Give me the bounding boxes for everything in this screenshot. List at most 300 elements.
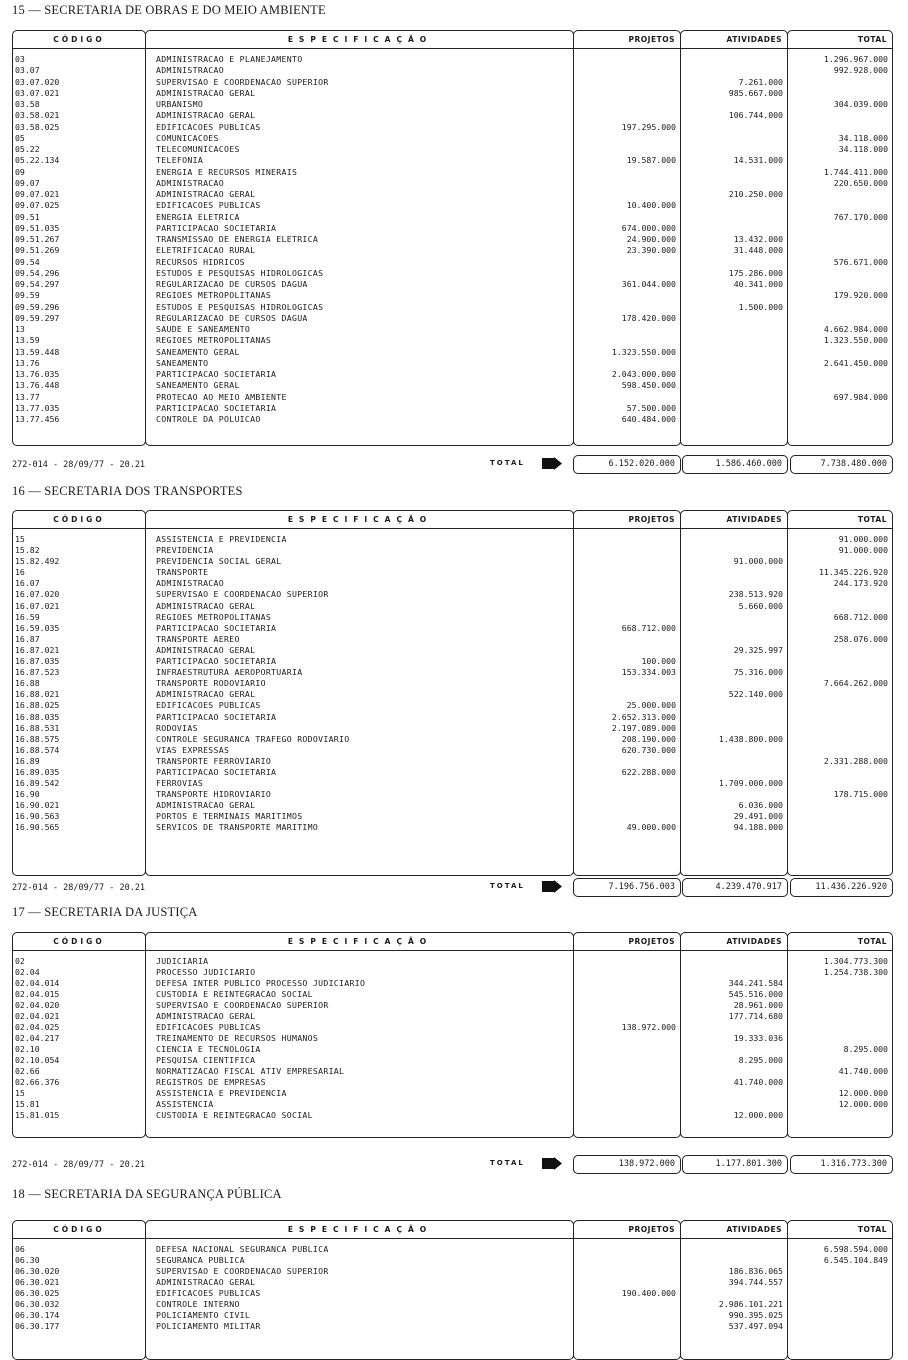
arrow-right-icon <box>542 457 562 470</box>
cell-total <box>788 656 893 667</box>
table-row <box>12 789 893 800</box>
cell-projetos: 361.044.000 <box>621 279 676 289</box>
cell-total <box>788 279 893 290</box>
cell-projetos <box>574 545 681 556</box>
header-especificacao: ESPECIFICAÇÃO <box>287 936 433 946</box>
cell-especificacao: ADMINISTRACAO GERAL <box>156 600 256 611</box>
cell-total: 220.650.000 <box>833 177 888 188</box>
cell-atividades <box>681 700 788 711</box>
cell-total: 304.039.000 <box>833 99 888 109</box>
totals-footer <box>12 455 893 475</box>
budget-table <box>12 510 893 876</box>
cell-atividades <box>681 347 788 358</box>
cell-total <box>788 77 893 88</box>
table-row <box>12 667 893 678</box>
cell-atividades <box>681 65 788 76</box>
cell-codigo: 16.90.021 <box>15 800 60 811</box>
table-row <box>12 257 893 268</box>
cell-codigo: 13 <box>15 324 25 334</box>
cell-atividades <box>681 767 788 778</box>
total-geral: 11.436.226.920 <box>790 878 893 897</box>
cell-atividades <box>681 223 788 234</box>
cell-codigo: 16.07.020 <box>15 589 60 600</box>
cell-codigo: 02.10 <box>15 1044 40 1054</box>
cell-atividades <box>681 212 788 223</box>
cell-especificacao: PREVIDENCIA SOCIAL GERAL <box>156 556 282 567</box>
cell-codigo: 16.90.565 <box>15 822 60 833</box>
cell-especificacao: CUSTODIA E REINTEGRACAO SOCIAL <box>156 989 313 999</box>
cell-atividades: 106.744.000 <box>728 110 783 121</box>
cell-atividades <box>681 789 788 800</box>
cell-codigo: 16.07.021 <box>15 600 60 611</box>
table-row <box>12 144 893 155</box>
cell-codigo: 13.77.456 <box>15 414 60 424</box>
cell-projetos <box>574 133 681 144</box>
table-row <box>12 99 893 110</box>
cell-atividades <box>681 414 788 425</box>
table-row <box>12 734 893 745</box>
cell-especificacao: ADMINISTRACAO GERAL <box>156 644 256 655</box>
cell-projetos: 23.390.000 <box>626 245 676 256</box>
cell-atividades: 1.438.800.000 <box>718 733 783 744</box>
section-title: 17 — SECRETARIA DA JUSTIÇA <box>12 905 198 919</box>
cell-total <box>788 380 893 391</box>
cell-projetos <box>574 634 681 645</box>
cell-total: 6.545.104.849 <box>823 1255 888 1265</box>
table-row <box>12 200 893 211</box>
table-row <box>12 689 893 700</box>
cell-projetos: 100.000 <box>641 656 676 667</box>
cell-codigo: 03.07.021 <box>15 87 60 98</box>
table-row <box>12 1011 893 1022</box>
cell-codigo: 16.87.021 <box>15 644 60 655</box>
table-row <box>12 335 893 346</box>
cell-total <box>788 88 893 99</box>
cell-atividades <box>681 313 788 324</box>
cell-projetos <box>574 578 681 589</box>
table-row <box>12 1099 893 1110</box>
cell-especificacao: SUPERVISAO E COORDENACAO SUPERIOR <box>156 1266 329 1276</box>
cell-codigo: 13.76.448 <box>15 380 60 391</box>
cell-especificacao: REGULARIZACAO DE CURSOS DAGUA <box>156 279 308 289</box>
cell-atividades: 19.333.036 <box>733 1033 783 1043</box>
cell-atividades: 13.432.000 <box>733 234 783 244</box>
cell-atividades: 91.000.000 <box>733 556 783 567</box>
cell-total: 767.170.000 <box>833 211 888 222</box>
cell-total: 2.331.288.000 <box>823 755 888 766</box>
cell-atividades <box>681 167 788 178</box>
cell-projetos <box>574 167 681 178</box>
table-row <box>12 1000 893 1011</box>
cell-especificacao: SAUDE E SANEAMENTO <box>156 324 251 334</box>
cell-especificacao: SANEAMENTO GERAL <box>156 346 240 357</box>
cell-codigo: 02 <box>15 956 25 966</box>
cell-codigo: 16.59.035 <box>15 622 60 633</box>
cell-especificacao: EDIFICACOES PUBLICAS <box>156 700 261 711</box>
table-row <box>12 712 893 723</box>
cell-especificacao: RODOVIAS <box>156 722 198 733</box>
table-row <box>12 822 893 833</box>
table-row <box>12 268 893 279</box>
cell-projetos <box>574 1000 681 1011</box>
cell-especificacao: TELEFONIA <box>156 155 204 166</box>
cell-projetos <box>574 811 681 822</box>
cell-especificacao: EDIFICACOES PUBLICAS <box>156 1288 261 1298</box>
cell-projetos: 668.712.000 <box>621 622 676 633</box>
cell-especificacao: NORMATIZACAO FISCAL ATIV EMPRESARIAL <box>156 1066 345 1076</box>
cell-especificacao: PORTOS E TERMINAIS MARITIMOS <box>156 811 303 822</box>
cell-projetos <box>574 689 681 700</box>
section-title: 18 — SECRETARIA DA SEGURANÇA PÚBLICA <box>12 1187 282 1201</box>
cell-especificacao: SANEAMENTO <box>156 357 209 368</box>
table-body <box>12 956 893 1121</box>
cell-total: 11.345.226.920 <box>818 567 888 578</box>
cell-total <box>788 268 893 279</box>
budget-table <box>12 932 893 1138</box>
cell-codigo: 16.87.523 <box>15 667 60 678</box>
cell-projetos <box>574 358 681 369</box>
cell-atividades: 1.500.000 <box>738 301 783 312</box>
table-row <box>12 1310 893 1321</box>
cell-especificacao: SANEAMENTO GERAL <box>156 380 240 391</box>
cell-especificacao: DEFESA INTER PUBLICO PROCESSO JUDICIARIO <box>156 978 366 988</box>
table-row <box>12 1321 893 1332</box>
cell-especificacao: PESQUISA CIENTIFICA <box>156 1055 256 1065</box>
cell-especificacao: ADMINISTRACAO GERAL <box>156 87 256 98</box>
cell-projetos: 208.190.000 <box>621 733 676 744</box>
cell-projetos <box>574 778 681 789</box>
cell-especificacao: ENERGIA E RECURSOS MINERAIS <box>156 166 298 177</box>
cell-projetos <box>574 1055 681 1066</box>
cell-codigo: 02.10.054 <box>15 1055 60 1065</box>
cell-projetos: 1.323.550.000 <box>611 346 676 357</box>
cell-codigo: 16.90.563 <box>15 811 60 822</box>
table-row <box>12 534 893 545</box>
table-row <box>12 290 893 301</box>
cell-especificacao: SUPERVISAO E COORDENACAO SUPERIOR <box>156 1000 329 1010</box>
cell-codigo: 05.22.134 <box>15 155 60 166</box>
cell-projetos <box>574 678 681 689</box>
table-row <box>12 324 893 335</box>
cell-codigo: 02.04.014 <box>15 978 60 988</box>
cell-codigo: 03.07.020 <box>15 76 60 87</box>
table-row <box>12 212 893 223</box>
cell-atividades <box>681 623 788 634</box>
cell-atividades: 14.531.000 <box>733 155 783 166</box>
cell-atividades: 40.341.000 <box>733 279 783 289</box>
total-atividades: 4.239.470.917 <box>682 878 788 897</box>
cell-atividades <box>681 1255 788 1266</box>
cell-total <box>788 403 893 414</box>
cell-projetos: 2.043.000.000 <box>611 369 676 379</box>
cell-projetos: 598.450.000 <box>621 380 676 391</box>
cell-codigo: 02.04.217 <box>15 1033 60 1043</box>
cell-total: 34.118.000 <box>838 144 888 154</box>
cell-codigo: 13.77 <box>15 391 40 402</box>
cell-atividades <box>681 335 788 346</box>
cell-projetos <box>574 144 681 155</box>
cell-projetos <box>574 212 681 223</box>
cell-codigo: 02.04 <box>15 967 40 977</box>
cell-atividades: 8.295.000 <box>738 1055 783 1065</box>
cell-total <box>788 189 893 200</box>
cell-total <box>788 313 893 324</box>
cell-especificacao: REGIOES METROPOLITANAS <box>156 290 272 301</box>
cell-atividades <box>681 257 788 268</box>
table-row <box>12 358 893 369</box>
table-row <box>12 245 893 256</box>
cell-atividades <box>681 1099 788 1110</box>
cell-total <box>788 734 893 745</box>
total-label: TOTAL <box>490 459 525 467</box>
cell-atividades <box>681 133 788 144</box>
cell-total <box>788 1055 893 1066</box>
table-row <box>12 380 893 391</box>
cell-total: 1.323.550.000 <box>823 335 888 346</box>
cell-especificacao: PROTECAO AO MEIO AMBIENTE <box>156 391 287 402</box>
table-header <box>12 30 893 49</box>
arrow-right-icon <box>542 880 562 893</box>
header-projetos: PROJETOS <box>628 34 675 44</box>
cell-total <box>788 645 893 656</box>
cell-projetos <box>574 1044 681 1055</box>
cell-atividades <box>681 122 788 133</box>
table-row <box>12 645 893 656</box>
cell-total <box>788 1266 893 1277</box>
cell-total: 178.715.000 <box>833 789 888 800</box>
cell-total <box>788 347 893 358</box>
cell-codigo: 03.58.021 <box>15 110 60 121</box>
cell-codigo: 13.59 <box>15 335 40 346</box>
cell-atividades <box>681 612 788 623</box>
totals-footer <box>12 878 893 898</box>
cell-projetos <box>574 789 681 800</box>
cell-especificacao: PARTICIPACAO SOCIETARIA <box>156 222 277 233</box>
cell-projetos <box>574 1244 681 1255</box>
cell-especificacao: TELECOMUNICACOES <box>156 144 240 154</box>
cell-atividades <box>681 380 788 391</box>
table-row <box>12 369 893 380</box>
cell-projetos <box>574 178 681 189</box>
table-row <box>12 700 893 711</box>
cell-total <box>788 745 893 756</box>
table-row <box>12 313 893 324</box>
cell-especificacao: PROCESSO JUDICIARIO <box>156 967 256 977</box>
table-row <box>12 122 893 133</box>
cell-atividades <box>681 200 788 211</box>
cell-atividades: 28.961.000 <box>733 1000 783 1010</box>
cell-codigo: 09.54.296 <box>15 267 60 278</box>
cell-especificacao: INFRAESTRUTURA AEROPORTUARIA <box>156 667 303 678</box>
cell-codigo: 16.88.574 <box>15 744 60 755</box>
cell-especificacao: TRANSPORTE AEREO <box>156 633 240 644</box>
cell-codigo: 09.07 <box>15 177 40 188</box>
cell-projetos <box>574 612 681 623</box>
cell-codigo: 16 <box>15 567 25 578</box>
table-row <box>12 1022 893 1033</box>
cell-codigo: 15.81.015 <box>15 1110 60 1120</box>
cell-codigo: 13.77.035 <box>15 402 60 413</box>
cell-codigo: 15.82.492 <box>15 556 60 567</box>
table-row <box>12 556 893 567</box>
cell-projetos <box>574 589 681 600</box>
cell-total <box>788 1310 893 1321</box>
cell-projetos <box>574 534 681 545</box>
cell-projetos <box>574 1266 681 1277</box>
table-row <box>12 65 893 76</box>
cell-atividades <box>681 392 788 403</box>
cell-projetos: 19.587.000 <box>626 155 676 166</box>
table-row <box>12 133 893 144</box>
header-projetos: PROJETOS <box>628 514 675 524</box>
header-total: TOTAL <box>857 1224 887 1234</box>
cell-especificacao: ESTUDOS E PESQUISAS HIDROLOGICAS <box>156 267 324 278</box>
cell-atividades: 238.513.920 <box>728 589 783 600</box>
cell-codigo: 02.04.020 <box>15 1000 60 1010</box>
cell-total <box>788 623 893 634</box>
cell-especificacao: ADMINISTRACAO GERAL <box>156 110 256 121</box>
cell-especificacao: REGISTROS DE EMPRESAS <box>156 1077 266 1087</box>
cell-especificacao: ASSISTENCIA E PREVIDENCIA <box>156 534 287 544</box>
cell-especificacao: PREVIDENCIA <box>156 545 214 556</box>
total-projetos: 138.972.000 <box>573 1155 681 1174</box>
cell-especificacao: REGULARIZACAO DE CURSOS DAGUA <box>156 312 308 323</box>
table-row <box>12 1044 893 1055</box>
cell-codigo: 16.87 <box>15 633 40 644</box>
cell-atividades: 537.497.094 <box>728 1321 783 1331</box>
cell-especificacao: PARTICIPACAO SOCIETARIA <box>156 766 277 777</box>
table-row <box>12 1055 893 1066</box>
cell-atividades <box>681 1288 788 1299</box>
cell-projetos <box>574 1310 681 1321</box>
cell-codigo: 06.30.032 <box>15 1299 60 1309</box>
table-row <box>12 1299 893 1310</box>
cell-atividades: 29.491.000 <box>733 811 783 822</box>
cell-codigo: 02.66 <box>15 1066 40 1076</box>
total-atividades: 1.177.801.300 <box>682 1155 788 1174</box>
cell-total <box>788 1299 893 1310</box>
cell-codigo: 03.58 <box>15 99 40 109</box>
cell-atividades: 175.286.000 <box>728 267 783 278</box>
table-row <box>12 1277 893 1288</box>
cell-total: 1.296.967.000 <box>823 54 888 64</box>
table-row <box>12 1244 893 1255</box>
cell-codigo: 09.54 <box>15 256 40 267</box>
cell-codigo: 13.59.448 <box>15 346 60 357</box>
cell-atividades: 94.188.000 <box>733 822 783 833</box>
cell-especificacao: EDIFICACOES PUBLICAS <box>156 1022 261 1032</box>
cell-especificacao: ESTUDOS E PESQUISAS HIDROLOGICAS <box>156 301 324 312</box>
table-header <box>12 510 893 529</box>
cell-atividades: 394.744.557 <box>728 1277 783 1287</box>
table-row <box>12 234 893 245</box>
cell-total <box>788 122 893 133</box>
cell-atividades: 210.250.000 <box>728 189 783 199</box>
header-atividades: ATIVIDADES <box>726 34 782 44</box>
cell-codigo: 15 <box>15 1088 25 1098</box>
budget-table <box>12 30 893 446</box>
table-body <box>12 54 893 425</box>
cell-projetos: 153.334.003 <box>621 667 676 678</box>
cell-total: 668.712.000 <box>833 611 888 622</box>
print-stamp: 272-014 - 28/09/77 - 20.21 <box>12 460 146 470</box>
cell-projetos: 138.972.000 <box>621 1022 676 1032</box>
cell-atividades <box>681 656 788 667</box>
table-row <box>12 989 893 1000</box>
cell-codigo: 09.07.025 <box>15 200 60 211</box>
cell-atividades: 75.316.000 <box>733 667 783 678</box>
cell-total: 4.662.984.000 <box>823 324 888 334</box>
cell-codigo: 03.07 <box>15 65 40 76</box>
table-row <box>12 155 893 166</box>
cell-projetos <box>574 978 681 989</box>
table-row <box>12 656 893 667</box>
cell-atividades <box>681 756 788 767</box>
total-projetos: 6.152.020.000 <box>573 455 681 474</box>
cell-projetos <box>574 967 681 978</box>
cell-especificacao: TRANSPORTE RODOVIARIO <box>156 678 266 689</box>
cell-projetos: 622.288.000 <box>621 766 676 777</box>
cell-total <box>788 200 893 211</box>
section-title: 16 — SECRETARIA DOS TRANSPORTES <box>12 484 243 498</box>
cell-especificacao: ADMINISTRACAO E PLANEJAMENTO <box>156 54 303 64</box>
header-projetos: PROJETOS <box>628 936 675 946</box>
cell-atividades <box>681 712 788 723</box>
section-title: 15 — SECRETARIA DE OBRAS E DO MEIO AMBIENTE <box>12 3 326 17</box>
table-row <box>12 589 893 600</box>
cell-projetos <box>574 110 681 121</box>
cell-especificacao: SERVICOS DE TRANSPORTE MARITIMO <box>156 822 319 833</box>
cell-projetos <box>574 800 681 811</box>
cell-total: 576.671.000 <box>833 256 888 267</box>
table-row <box>12 54 893 65</box>
cell-especificacao: PARTICIPACAO SOCIETARIA <box>156 402 277 413</box>
cell-codigo: 06.30 <box>15 1255 40 1265</box>
cell-total <box>788 1022 893 1033</box>
cell-total <box>788 1011 893 1022</box>
total-projetos: 7.196.756.003 <box>573 878 681 897</box>
table-body <box>12 1244 893 1332</box>
cell-codigo: 16.88 <box>15 678 40 689</box>
table-row <box>12 392 893 403</box>
cell-especificacao: CIENCIA E TECNOLOGIA <box>156 1044 261 1054</box>
cell-atividades <box>681 634 788 645</box>
cell-atividades: 1.709.000.000 <box>718 778 783 789</box>
cell-projetos <box>574 1033 681 1044</box>
cell-codigo: 09 <box>15 166 25 177</box>
cell-especificacao: ADMINISTRACAO GERAL <box>156 189 256 199</box>
print-stamp: 272-014 - 28/09/77 - 20.21 <box>12 1160 146 1170</box>
cell-codigo: 03.58.025 <box>15 121 60 132</box>
cell-codigo: 09.59.297 <box>15 312 60 323</box>
cell-codigo: 06.30.025 <box>15 1288 60 1298</box>
table-row <box>12 634 893 645</box>
cell-codigo: 06.30.174 <box>15 1310 60 1320</box>
table-row <box>12 1266 893 1277</box>
cell-total <box>788 414 893 425</box>
cell-especificacao: PARTICIPACAO SOCIETARIA <box>156 622 277 633</box>
cell-total <box>788 989 893 1000</box>
cell-especificacao: SUPERVISAO E COORDENACAO SUPERIOR <box>156 589 329 600</box>
table-row <box>12 178 893 189</box>
table-row <box>12 189 893 200</box>
cell-total: 91.000.000 <box>838 534 888 544</box>
cell-projetos: 24.900.000 <box>626 234 676 244</box>
cell-projetos <box>574 77 681 88</box>
cell-total <box>788 1288 893 1299</box>
cell-total <box>788 689 893 700</box>
cell-codigo: 16.89 <box>15 755 40 766</box>
